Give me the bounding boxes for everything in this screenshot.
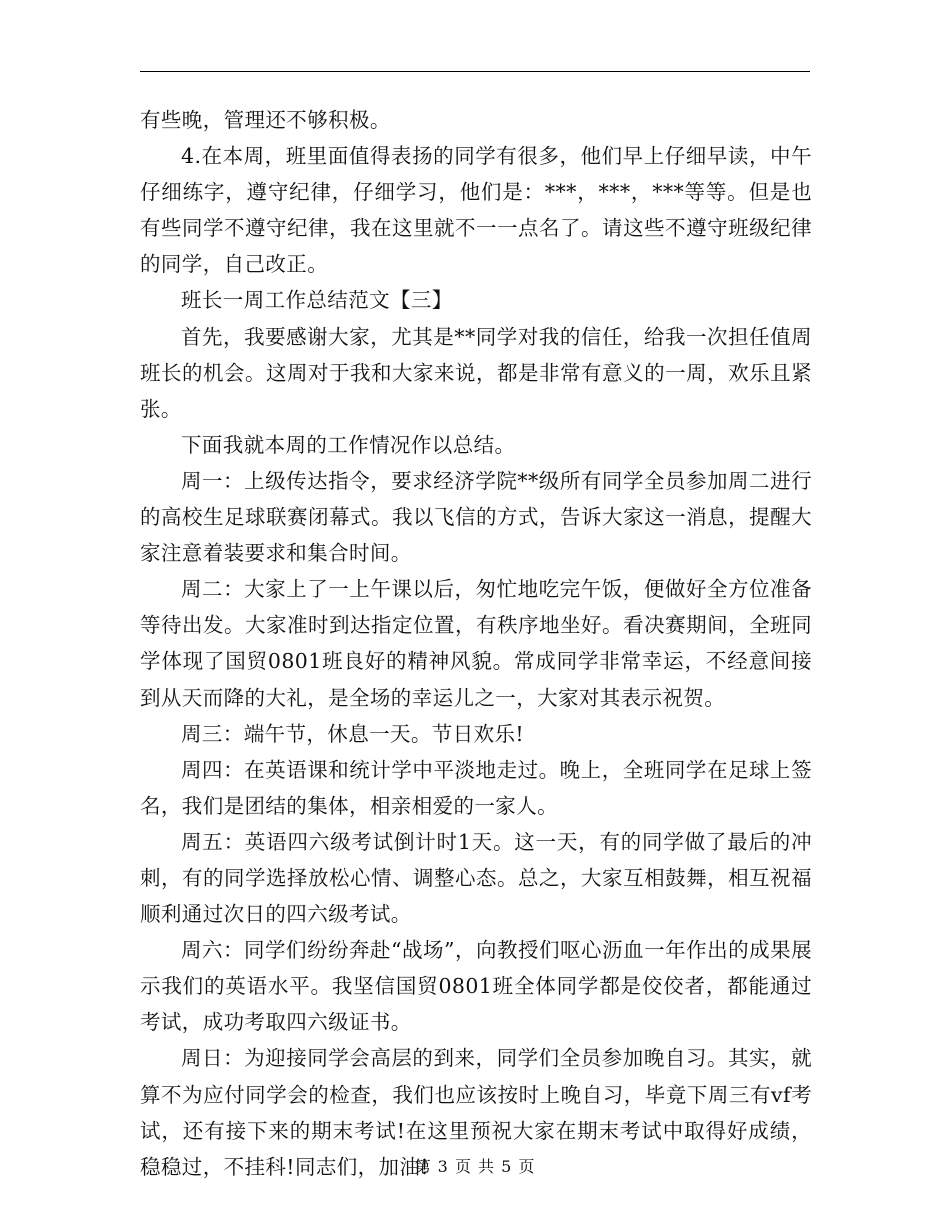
paragraph-monday: 周一：上级传达指令，要求经济学院**级所有同学全员参加周二进行的高校生足球联赛闭幕式。我以飞信的方式，告诉大家这一消息，提醒大家注意着装要求和集合时间。 (140, 468, 812, 566)
paragraph-wednesday: 周三：端午节，休息一天。节日欢乐! (181, 721, 525, 746)
section-heading: 班长一周工作总结范文【三】 (181, 288, 453, 313)
paragraph-tuesday: 周二：大家上了一上午课以后，匆忙地吃完午饭，便做好全方位准备等待出发。大家准时到达指定位置，有秩序地坐好。看决赛期间，全班同学体现了国贸0801班良好的精神风貌。常成同学非常幸运，不经意间接到从天而降的大礼，是全场的幸运儿之一，大家对其表示祝贺。 (140, 577, 812, 710)
paragraph-intro: 首先，我要感谢大家，尤其是**同学对我的信任，给我一次担任值周班长的机会。这周对于我和大家来说，都是非常有意义的一周，欢乐且紧张。 (140, 324, 812, 421)
paragraph-thursday: 周四：在英语课和统计学中平淡地走过。晚上，全班同学在足球上签名，我们是团结的集体，相亲相爱的一家人。 (140, 757, 812, 818)
paragraph-praise: 4.在本周，班里面值得表扬的同学有很多，他们早上仔细早读，中午仔细练字，遵守纪律，仔细学习，他们是：***，***，***等等。但是也有些同学不遵守纪律，我在这里就不一一点名了。请这些不遵守班级纪律的同学，自己改正。 (140, 144, 812, 277)
page-number-footer: 第 3 页 共 5 页 (414, 1157, 536, 1176)
paragraph-saturday: 周六：同学们纷纷奔赴“战场”，向教授们呕心沥血一年作出的成果展示我们的英语水平。我坚信国贸0801班全体同学都是佼佼者，都能通过考试，成功考取四六级证书。 (140, 938, 812, 1035)
paragraph-friday: 周五：英语四六级考试倒计时1天。这一天，有的同学做了最后的冲刺，有的同学选择放松心情、调整心态。总之，大家互相鼓舞，相互祝福顺利通过次日的四六级考试。 (140, 829, 812, 927)
header-rule (140, 71, 810, 72)
paragraph-continuation: 有些晚，管理还不够积极。 (140, 108, 391, 132)
paragraph-sunday: 周日：为迎接同学会高层的到来，同学们全员参加晚自习。其实，就算不为应付同学会的检查，我们也应该按时上晚自习，毕竟下周三有vf考试，还有接下来的期末考试!在这里预祝大家在期末考试中取得好成绩，稳稳过，不挂科!同志们，加油! (140, 1046, 812, 1179)
paragraph-summary-lead: 下面我就本周的工作情况作以总结。 (181, 432, 516, 457)
document-body (140, 102, 812, 1185)
